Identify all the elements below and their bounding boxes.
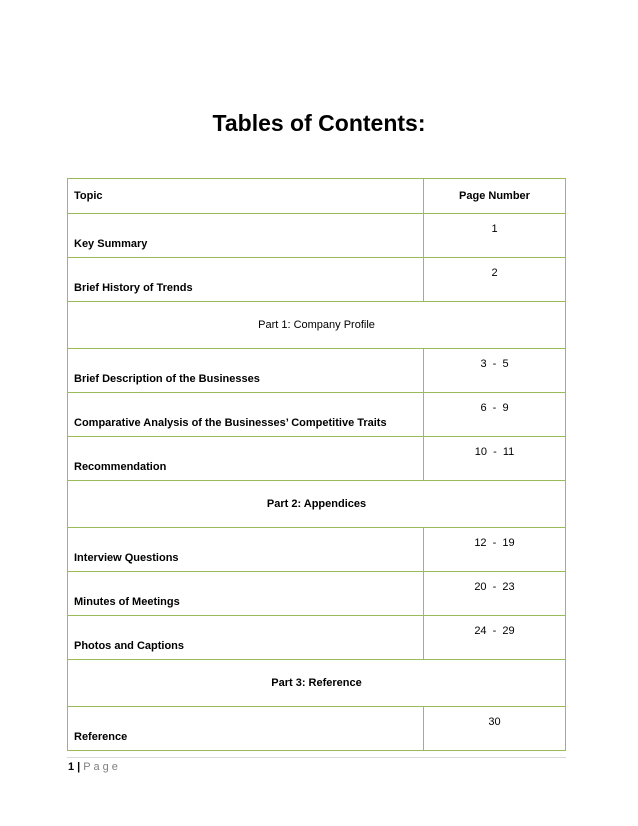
footer-separator: | — [77, 761, 81, 773]
page-footer — [68, 760, 121, 774]
section-heading-row — [68, 660, 566, 707]
toc-row — [68, 707, 566, 751]
toc-topic: Comparative Analysis of the Businesses’ Competitive Traits — [68, 393, 424, 437]
table-header-row — [68, 179, 566, 214]
toc-row — [68, 349, 566, 393]
toc-row — [68, 572, 566, 616]
toc-page-number: 3 - 5 — [424, 349, 566, 393]
toc-page-number: 6 - 9 — [424, 393, 566, 437]
toc-row — [68, 616, 566, 660]
footer-divider — [67, 757, 566, 758]
toc-topic: Photos and Captions — [68, 616, 424, 660]
toc-row — [68, 528, 566, 572]
footer-page-number: 1 — [68, 761, 75, 773]
toc-row — [68, 214, 566, 258]
toc-topic: Reference — [68, 707, 424, 751]
page-title: Tables of Contents: — [212, 110, 426, 136]
section-heading-cell — [68, 302, 566, 349]
toc-page-number: 30 — [424, 707, 566, 751]
table-of-contents — [67, 178, 566, 751]
toc-page-number: 24 - 29 — [424, 616, 566, 660]
toc-page-number: 10 - 11 — [424, 437, 566, 481]
toc-row — [68, 393, 566, 437]
toc-row — [68, 258, 566, 302]
toc-page-number: 2 — [424, 258, 566, 302]
section-heading-cell — [68, 481, 566, 528]
section-heading: Part 1: Company Profile — [258, 319, 375, 331]
toc-row — [68, 437, 566, 481]
toc-topic: Recommendation — [68, 437, 424, 481]
toc-topic: Key Summary — [68, 214, 424, 258]
toc-page-number: 12 - 19 — [424, 528, 566, 572]
section-heading: Part 2: Appendices — [266, 498, 367, 510]
toc-page-number: 1 — [424, 214, 566, 258]
section-heading-row — [68, 302, 566, 349]
footer-page-word: Page — [83, 761, 121, 773]
toc-topic: Interview Questions — [68, 528, 424, 572]
topic-column-header: Topic — [68, 179, 424, 214]
toc-topic: Brief History of Trends — [68, 258, 424, 302]
section-heading: Part 3: Reference — [271, 677, 362, 689]
toc-topic: Brief Description of the Businesses — [68, 349, 424, 393]
section-heading-cell — [68, 660, 566, 707]
page-number-column-header: Page Number — [424, 179, 566, 214]
section-heading-row — [68, 481, 566, 528]
toc-topic: Minutes of Meetings — [68, 572, 424, 616]
toc-page-number: 20 - 23 — [424, 572, 566, 616]
